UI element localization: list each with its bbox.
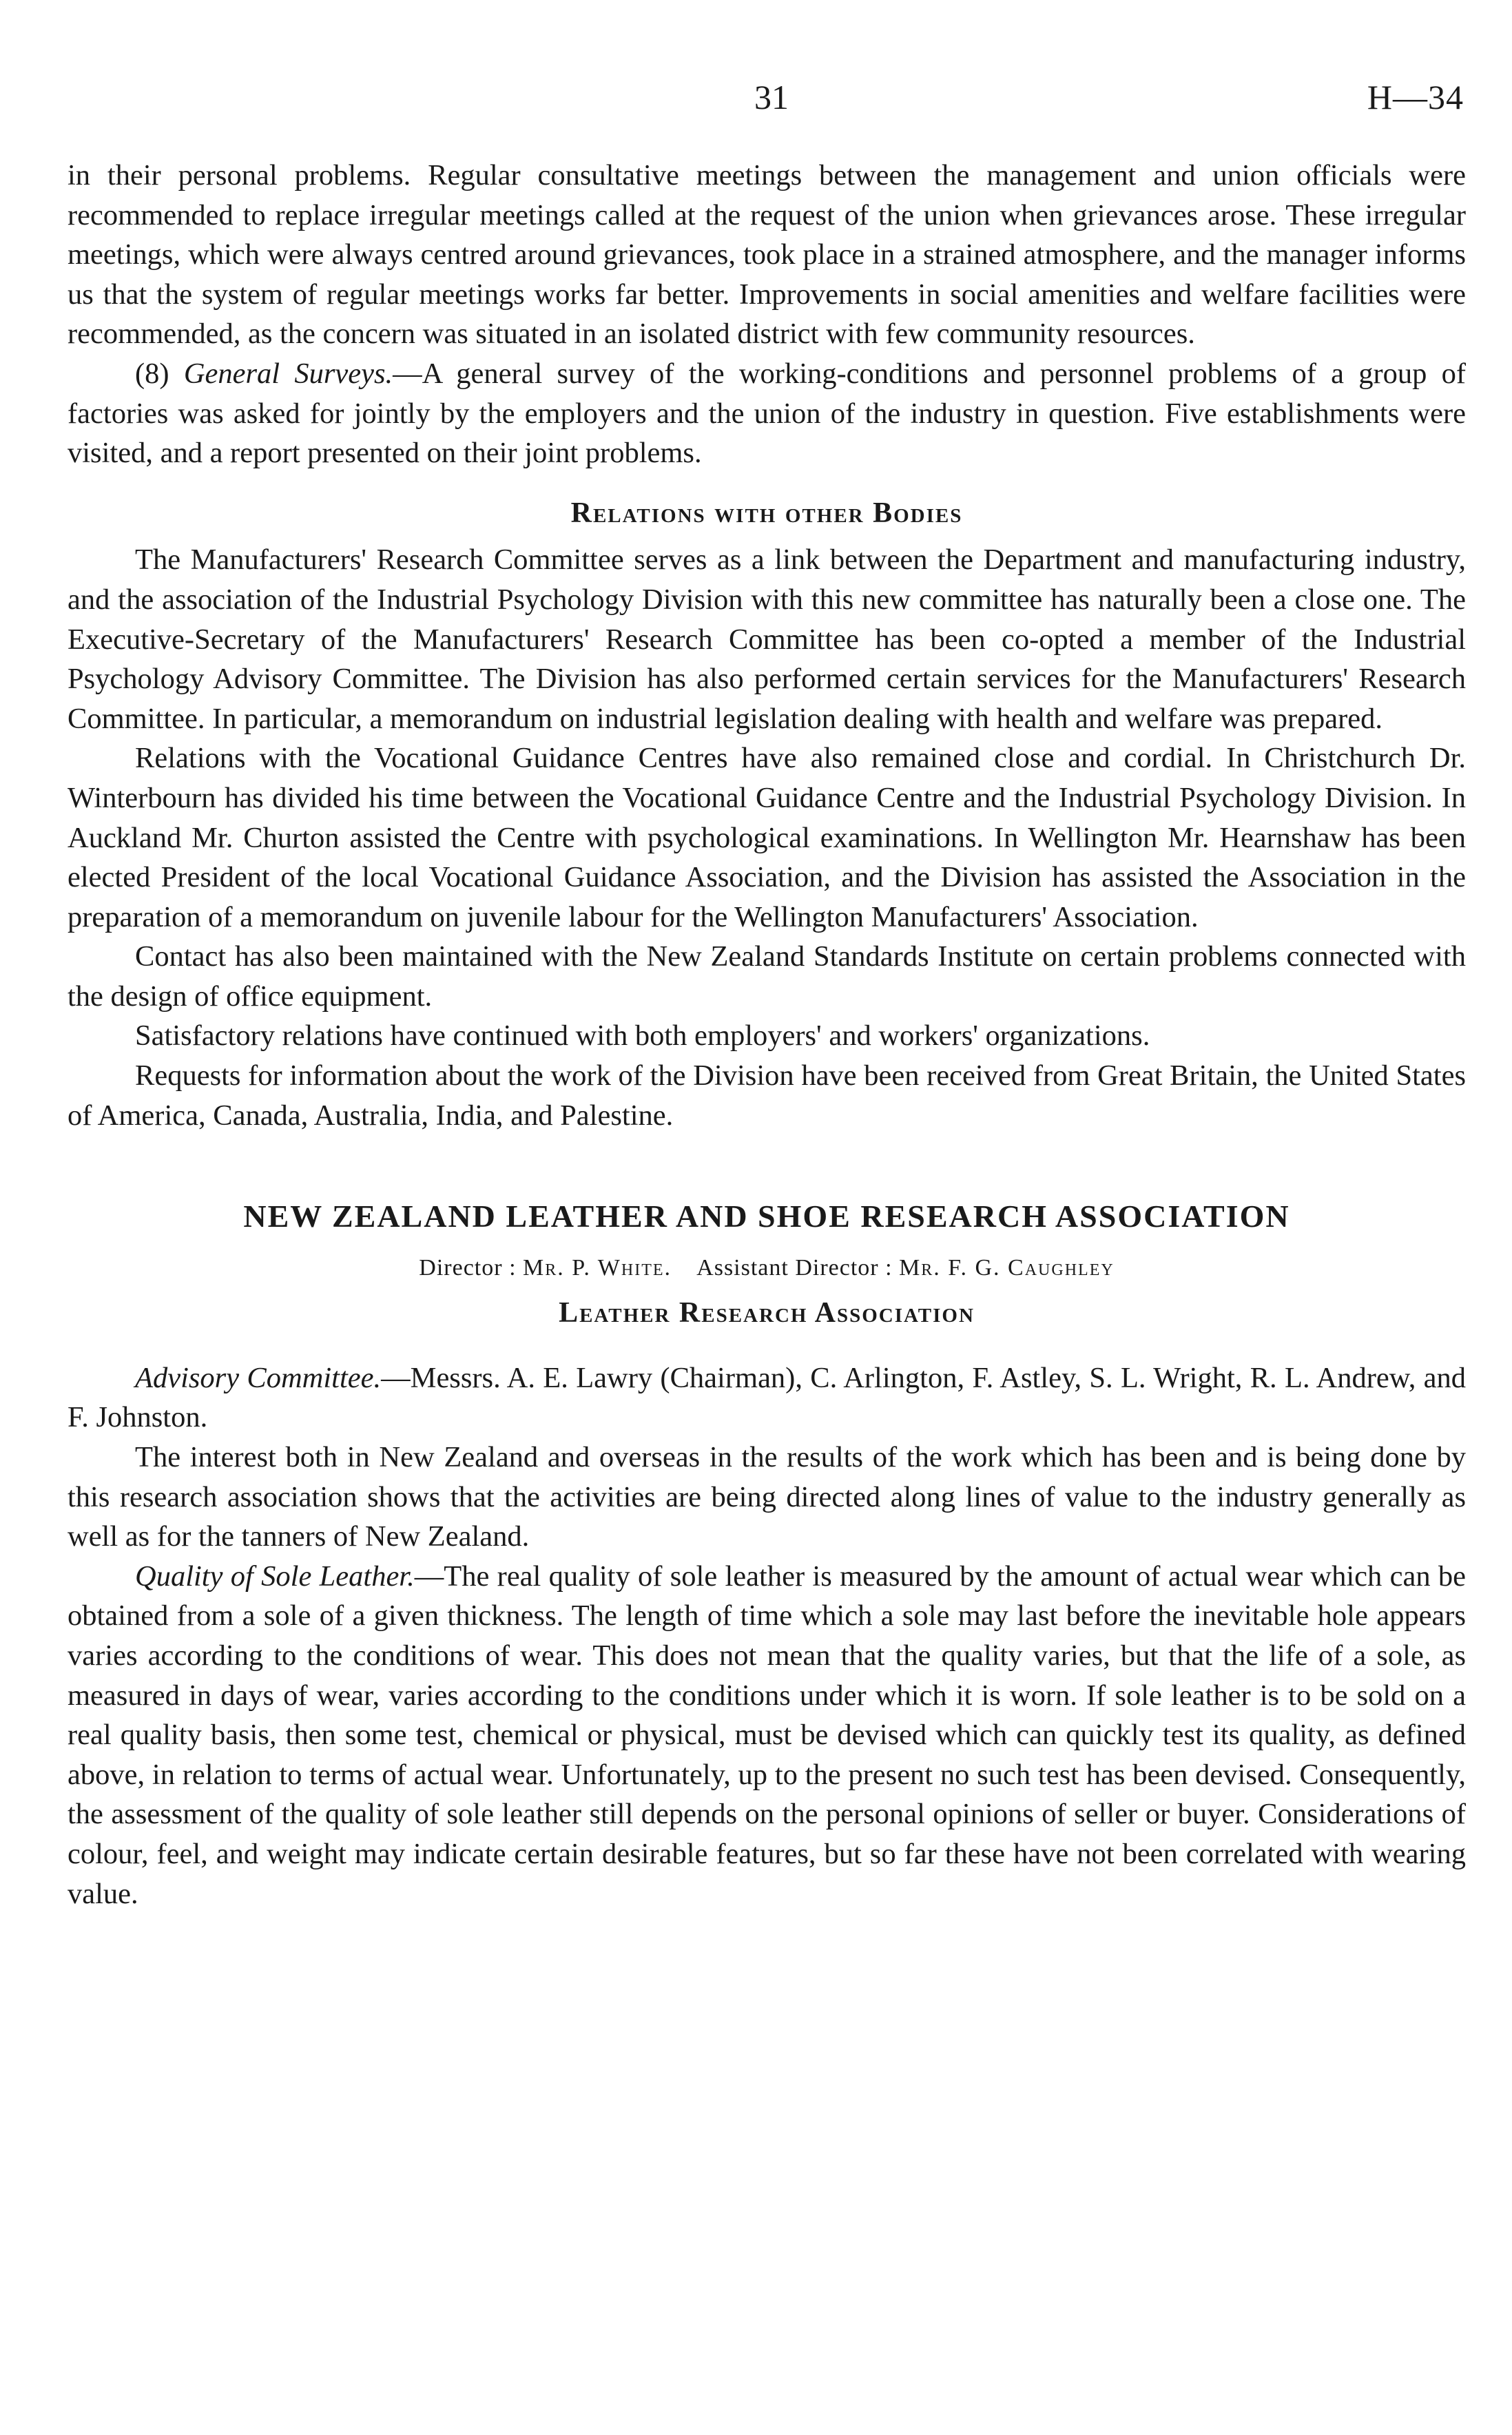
interest-paragraph: The interest both in New Zealand and overseas in the results of the work which has been and is being done by this research association shows that the activities are being directed along lines of value to the industry generally as well as for the tanners of New Zealand.: [68, 1441, 1466, 1553]
relations-paragraph-2: Relations with the Vocational Guidance Centres have also remained close and cordial. In Christchurch Dr. Winterbourn has divided his time between the Vocational Guidance Centre and the Industrial Psychology Division. In Auckland Mr. Churton assisted the Centre with psychological examinations. In Wellington Mr. Hearnshaw has been elected President of the local Vocational Guidance Association, and the Division has assisted the Association in the preparation of a memorandum on juvenile labour for the Wellington Manufacturers' Association.: [68, 742, 1466, 933]
relations-paragraph-1: The Manufacturers' Research Committee serves as a link between the Department and manufacturing industry, and the association of the Industrial Psychology Division with this new committee has naturally been a close one. The Executive-Secretary of the Manufacturers' Research Committee has been co-opted a member of the Industrial Psychology Advisory Committee. The Division has also performed certain services for the Manufacturers' Research Committee. In particular, a memorandum on industrial legislation dealing with health and welfare was prepared.: [68, 543, 1466, 735]
advisory-committee-text: —Messrs. A. E. Lawry (Chairman), C. Arlington, F. Astley, S. L. Wright, R. L. Andrew, and F. Johnston.: [68, 1361, 1466, 1434]
sole-leather-title: Quality of Sole Leather.: [135, 1560, 415, 1593]
relations-paragraph-5: Requests for information about the work of the Division have been received from Great Britain, the United States of America, Canada, Australia, India, and Palestine.: [68, 1059, 1466, 1132]
intro-paragraph: in their personal problems. Regular consultative meetings between the management and union officials were recommended to replace irregular meetings called at the request of the union when grievances arose. These irregular meetings, which were always centred around grievances, took place in a strained atmosphere, and the manager informs us that the system of regular meetings works far better. Improvements in social amenities and welfare facilities were recommended, as the concern was situated in an isolated district with few community resources.: [68, 159, 1466, 351]
advisory-committee-paragraph: [68, 1358, 1466, 1438]
general-surveys-title: General Surveys.: [183, 357, 393, 390]
advisory-committee-title: Advisory Committee.: [135, 1361, 382, 1394]
sole-leather-text: —The real quality of sole leather is measured by the amount of actual wear which can be obtained from a sole of a given thickness. The length of time which a sole may last before the inevitable hole appears varies according to the conditions of wear. This does not mean that the quality varies, but that the life of a sole, as measured in days of wear, varies according to the conditions under which it is worn. If sole leather is to be sold on a real quality basis, then some test, chemical or physical, must be devised which can quickly test its quality, as defined above, in relation to terms of actual wear. Unfortunately, up to the present no such test has been devised. Consequently, the assessment of the quality of sole leather still depends on the personal opinions of seller or buyer. Considerations of colour, feel, and weight may indicate certain desirable features, but so far these have not been correlated with wearing value.: [68, 1560, 1467, 1910]
general-surveys-paragraph: [68, 354, 1466, 473]
sole-leather-paragraph: [68, 1557, 1466, 1914]
page-header: [0, 77, 1512, 118]
relations-paragraph-3: Contact has also been maintained with the New Zealand Standards Institute on certain problems connected with the design of office equipment.: [68, 940, 1466, 1013]
lra-heading: Leather Research Association: [559, 1297, 975, 1329]
page-number: 31: [754, 78, 789, 116]
association-heading: NEW ZEALAND LEATHER AND SHOE RESEARCH ASSOCIATION: [243, 1199, 1290, 1234]
assistant-director-label: Assistant Director :: [696, 1255, 893, 1281]
general-surveys-text: —A general survey of the working-conditions and personnel problems of a group of factories was asked for jointly by the employers and the union of the industry in question. Five establishments were visited, and a report presented on their joint problems.: [68, 357, 1467, 470]
body-text: [68, 156, 1466, 1914]
relations-paragraph-4: Satisfactory relations have continued with both employers' and workers' organizations.: [135, 1019, 1150, 1053]
relations-heading: Relations with other Bodies: [570, 497, 963, 529]
directors-line: [68, 1251, 1466, 1285]
director-label: Director :: [419, 1255, 517, 1281]
director-name: Mr. P. White.: [523, 1255, 672, 1281]
assistant-director-name: Mr. F. G. Caughley: [899, 1255, 1115, 1281]
general-surveys-number: (8): [135, 357, 169, 390]
paper-reference: H—34: [1367, 78, 1464, 116]
